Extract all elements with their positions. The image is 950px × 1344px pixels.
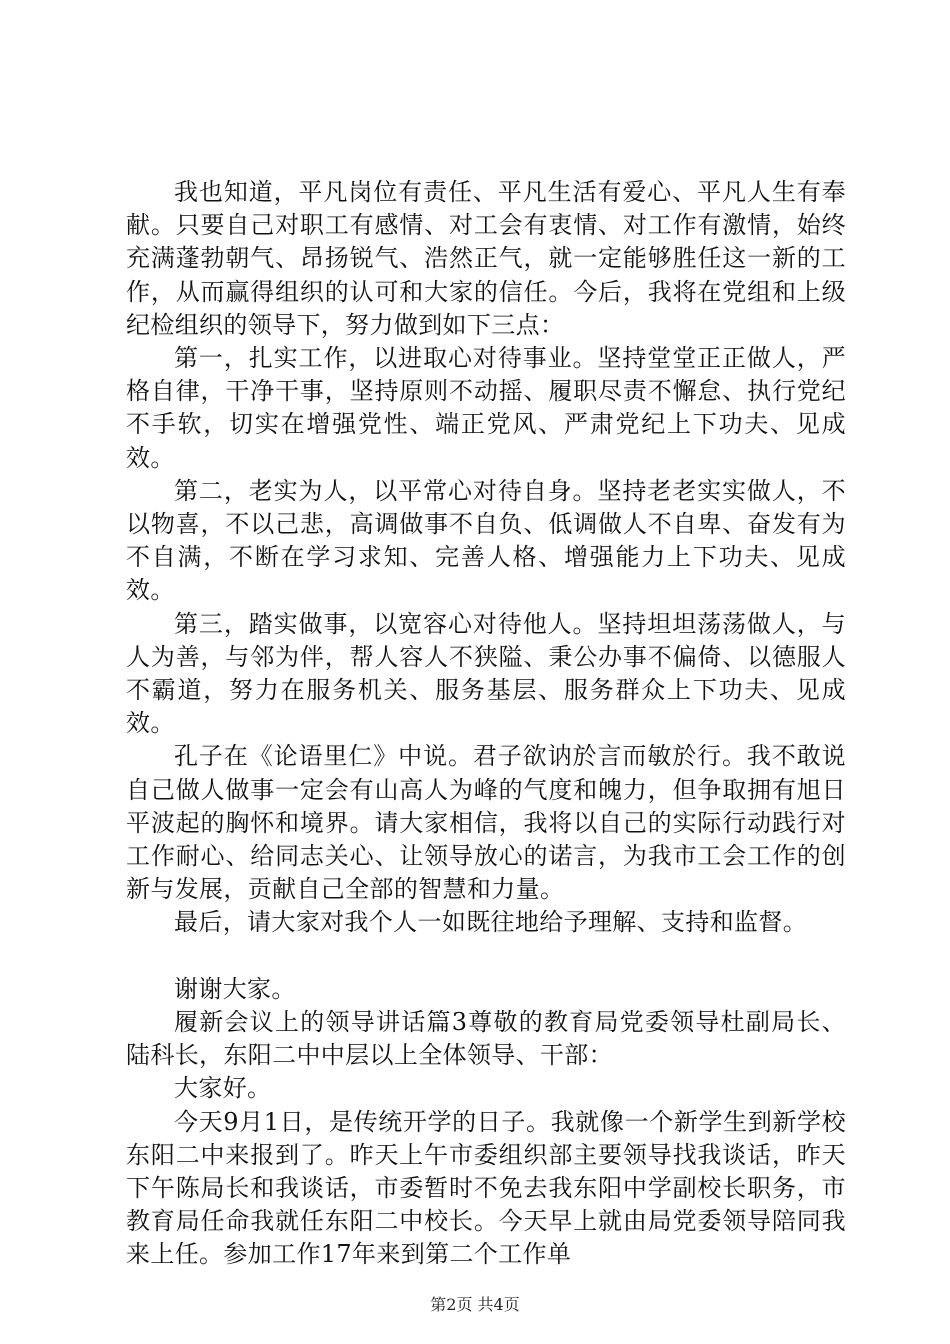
paragraph-5: 孔子在《论语里仁》中说。君子欲讷於言而敏於行。我不敢说自己做人做事一定会有山高人为峰的气度和魄力，但争取拥有旭日平波起的胸怀和境界。请大家相信，我将以自己的实际行动践行对工作耐心、给同志关心、让领导放心的诺言，为我市工会工作的创新与发展，贡献自己全部的智慧和力量。 bbox=[126, 742, 846, 904]
paragraph-2: 第一，扎实工作，以进取心对待事业。坚持堂堂正正做人，严格自律，干净干事，坚持原则不动摇、履职尽责不懈怠、执行党纪不手软，切实在增强党性、端正党风、严肃党纪上下功夫、见成效。 bbox=[126, 344, 846, 472]
paragraph-9: 大家好。 bbox=[174, 1074, 272, 1103]
page-number-footer: 第2页 共4页 bbox=[430, 1295, 520, 1314]
paragraph-8: 履新会议上的领导讲话篇3尊敬的教育局党委领导杜副局长、陆科长，东阳二中中层以上全体领导、干部： bbox=[126, 1008, 846, 1070]
paragraph-4: 第三，踏实做事，以宽容心对待他人。坚持坦坦荡荡做人，与人为善，与邻为伴，帮人容人不狭隘、秉公办事不偏倚、以德服人不霸道，努力在服务机关、服务基层、服务群众上下功夫、见成效。 bbox=[126, 609, 846, 738]
paragraph-10: 今天9月1日，是传统开学的日子。我就像一个新学生到新学校东阳二中来报到了。昨天上午市委组织部主要领导找我谈话，昨天下午陈局长和我谈话，市委暂时不免去我东阳中学副校长职务，市教育局任命我就任东阳二中校长。今天早上就由局党委领导陪同我来上任。参加工作17年来到第二个工作单 bbox=[126, 1107, 846, 1269]
paragraph-7: 谢谢大家。 bbox=[174, 974, 296, 1003]
paragraph-6: 最后，请大家对我个人一如既往地给予理解、支持和监督。 bbox=[174, 908, 808, 937]
paragraph-1: 我也知道，平凡岗位有责任、平凡生活有爱心、平凡人生有奉献。只要自己对职工有感情、对工会有衷情、对工作有激情，始终充满蓬勃朝气、昂扬锐气、浩然正气，就一定能够胜任这一新的工作，从而赢得组织的认可和大家的信任。今后，我将在党组和上级纪检组织的领导下，努力做到如下三点： bbox=[126, 178, 846, 339]
paragraph-3: 第二，老实为人，以平常心对待自身。坚持老老实实做人，不以物喜，不以己悲，高调做事不自负、低调做人不自卑、奋发有为不自满，不断在学习求知、完善人格、增强能力上下功夫、见成效。 bbox=[126, 476, 846, 605]
document-body bbox=[126, 176, 846, 1272]
blank-line bbox=[126, 940, 846, 973]
